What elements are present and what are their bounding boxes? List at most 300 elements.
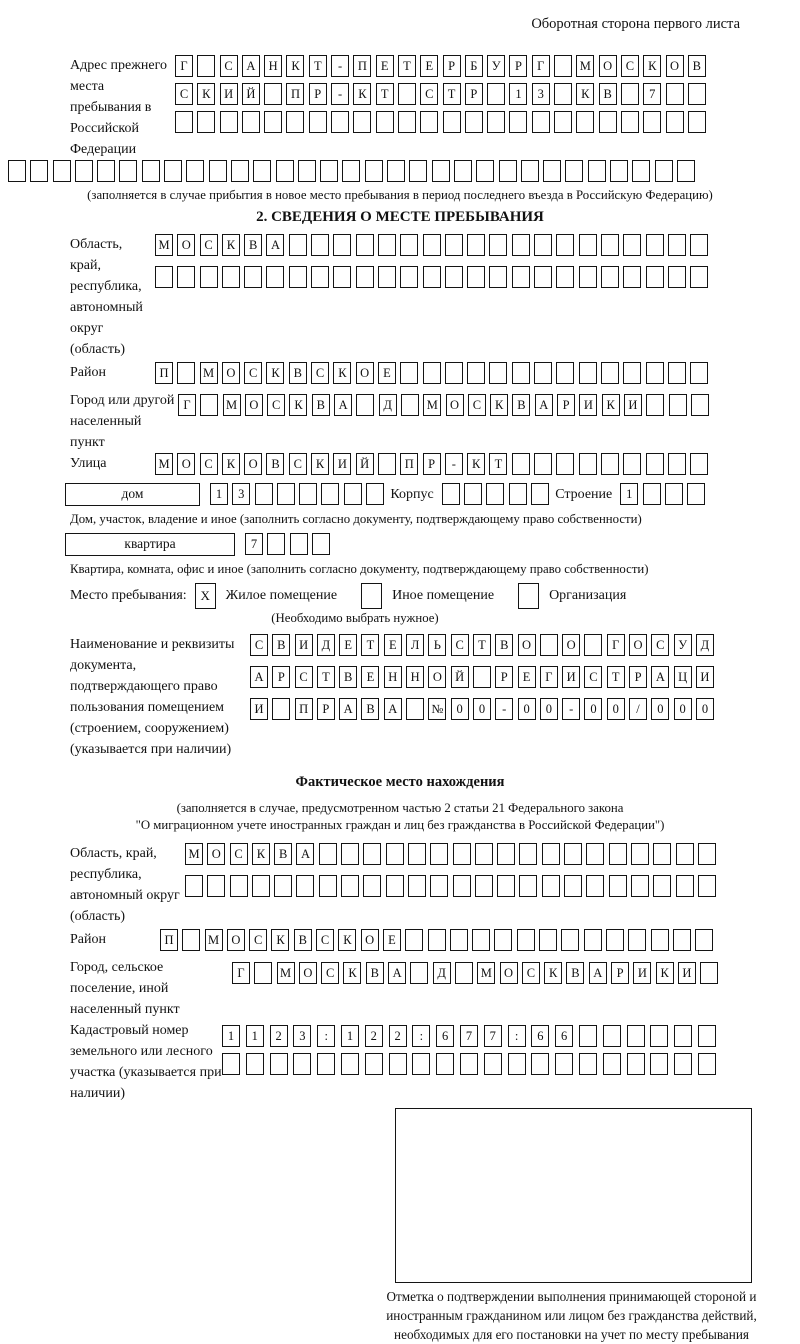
char-cell: 0 bbox=[696, 698, 714, 720]
section2-title: 2. СВЕДЕНИЯ О МЕСТЕ ПРЕБЫВАНИЯ bbox=[256, 209, 544, 225]
char-cell: 3 bbox=[232, 483, 250, 505]
char-cell bbox=[363, 843, 381, 865]
char-cell bbox=[565, 160, 583, 182]
char-cell: П bbox=[286, 83, 304, 105]
char-cell bbox=[387, 160, 405, 182]
char-cell bbox=[467, 362, 485, 384]
char-cell bbox=[420, 111, 438, 133]
char-cell: Т bbox=[443, 83, 461, 105]
char-cell: 0 bbox=[651, 698, 669, 720]
char-cell bbox=[486, 483, 504, 505]
char-cell bbox=[688, 83, 706, 105]
char-grid-row bbox=[222, 1025, 792, 1048]
char-cell bbox=[584, 929, 602, 951]
char-cell bbox=[668, 266, 686, 288]
char-cell: Д bbox=[379, 394, 397, 416]
actual-city-label: Город, сельское поселение, иной населенный пункт bbox=[70, 960, 180, 1017]
char-cell: М bbox=[223, 394, 241, 416]
char-cell bbox=[579, 362, 597, 384]
char-cell bbox=[197, 111, 215, 133]
char-cell bbox=[242, 111, 260, 133]
cadastre-label: Кадастровый номер земельного или лесного участка (указывается при наличии) bbox=[70, 1023, 222, 1101]
char-cell: Р bbox=[509, 55, 527, 77]
char-cell bbox=[408, 843, 426, 865]
actual-region-block bbox=[8, 843, 792, 927]
korpus-grid bbox=[442, 483, 553, 506]
char-cell bbox=[690, 453, 708, 475]
char-cell bbox=[353, 111, 371, 133]
char-cell: К bbox=[222, 234, 240, 256]
char-cell: С bbox=[230, 843, 248, 865]
char-cell bbox=[489, 266, 507, 288]
char-cell: К bbox=[353, 83, 371, 105]
char-cell bbox=[430, 843, 448, 865]
char-cell: 2 bbox=[365, 1025, 383, 1047]
char-cell: С bbox=[420, 83, 438, 105]
char-cell: С bbox=[295, 666, 313, 688]
char-cell bbox=[579, 453, 597, 475]
char-cell: М bbox=[205, 929, 223, 951]
char-cell: У bbox=[674, 634, 692, 656]
char-cell: О bbox=[629, 634, 647, 656]
char-cell bbox=[356, 394, 374, 416]
char-cell: 0 bbox=[674, 698, 692, 720]
char-cell: К bbox=[467, 453, 485, 475]
char-cell: Г bbox=[232, 962, 250, 984]
char-cell bbox=[454, 160, 472, 182]
char-cell bbox=[252, 875, 270, 897]
char-cell: С bbox=[175, 83, 193, 105]
char-cell bbox=[512, 234, 530, 256]
char-cell bbox=[293, 1053, 311, 1075]
char-cell: Ь bbox=[428, 634, 446, 656]
checkbox-other-premises bbox=[361, 583, 382, 609]
region-block bbox=[8, 234, 792, 360]
char-cell bbox=[356, 266, 374, 288]
char-cell bbox=[554, 111, 572, 133]
char-cell: Т bbox=[376, 83, 394, 105]
char-grid-row bbox=[175, 111, 792, 134]
char-grid-row bbox=[222, 1053, 792, 1076]
char-cell bbox=[267, 533, 285, 555]
char-cell bbox=[182, 929, 200, 951]
house-row bbox=[8, 483, 792, 511]
char-cell bbox=[253, 160, 271, 182]
char-cell bbox=[428, 929, 446, 951]
char-cell bbox=[365, 160, 383, 182]
char-grid-row bbox=[185, 843, 792, 866]
char-cell: : bbox=[508, 1025, 526, 1047]
char-cell bbox=[264, 111, 282, 133]
char-cell: Н bbox=[384, 666, 402, 688]
char-cell: Л bbox=[406, 634, 424, 656]
char-cell bbox=[666, 83, 684, 105]
char-cell bbox=[651, 929, 669, 951]
char-cell bbox=[277, 483, 295, 505]
char-cell bbox=[676, 875, 694, 897]
char-cell bbox=[650, 1025, 668, 1047]
char-cell: 1 bbox=[620, 483, 638, 505]
char-cell bbox=[467, 234, 485, 256]
char-cell: В bbox=[274, 843, 292, 865]
char-cell: И bbox=[624, 394, 642, 416]
char-cell: К bbox=[490, 394, 508, 416]
char-cell: 0 bbox=[518, 698, 536, 720]
char-cell bbox=[333, 234, 351, 256]
prev-address-block bbox=[8, 55, 792, 160]
char-cell bbox=[405, 929, 423, 951]
char-cell bbox=[321, 483, 339, 505]
char-cell: Р bbox=[465, 83, 483, 105]
char-cell bbox=[398, 111, 416, 133]
char-cell bbox=[30, 160, 48, 182]
char-cell bbox=[489, 234, 507, 256]
char-cell: В bbox=[244, 234, 262, 256]
char-cell bbox=[309, 111, 327, 133]
char-cell: А bbox=[535, 394, 553, 416]
char-cell bbox=[643, 111, 661, 133]
char-cell bbox=[299, 483, 317, 505]
char-cell: Й bbox=[451, 666, 469, 688]
char-cell: К bbox=[222, 453, 240, 475]
char-cell: 3 bbox=[532, 83, 550, 105]
apartment-row bbox=[8, 533, 792, 561]
stay-option-other-label: Иное помещение bbox=[392, 588, 495, 603]
page-title: Оборотная сторона первого листа bbox=[531, 16, 740, 32]
char-cell: О bbox=[299, 962, 317, 984]
char-cell: Г bbox=[175, 55, 193, 77]
char-cell: И bbox=[696, 666, 714, 688]
actual-location-note-1: (заполняется в случае, предусмотренном частью 2 статьи 21 Федерального закона bbox=[176, 801, 624, 815]
char-grid-row bbox=[155, 266, 792, 289]
char-cell bbox=[531, 1053, 549, 1075]
char-cell bbox=[410, 962, 428, 984]
actual-city-block bbox=[8, 957, 792, 1020]
street-block bbox=[8, 453, 792, 481]
apartment-box-label: квартира bbox=[65, 533, 235, 556]
city-block bbox=[8, 390, 792, 453]
char-grid-row bbox=[250, 698, 792, 721]
char-cell bbox=[464, 483, 482, 505]
char-cell: К bbox=[338, 929, 356, 951]
char-cell bbox=[487, 111, 505, 133]
char-cell: И bbox=[678, 962, 696, 984]
char-cell bbox=[691, 394, 709, 416]
char-cell bbox=[276, 160, 294, 182]
char-cell: К bbox=[266, 362, 284, 384]
char-cell: А bbox=[242, 55, 260, 77]
char-cell: С bbox=[321, 962, 339, 984]
char-cell: Н bbox=[264, 55, 282, 77]
char-cell: - bbox=[331, 83, 349, 105]
char-cell bbox=[317, 1053, 335, 1075]
prev-address-note: (заполняется в случае прибытия в новое место пребывания в период последнего въезда в Российскую Федерацию) bbox=[87, 188, 713, 202]
char-cell bbox=[289, 266, 307, 288]
char-cell: № bbox=[428, 698, 446, 720]
char-cell: С bbox=[250, 634, 268, 656]
char-cell bbox=[646, 234, 664, 256]
char-cell bbox=[556, 453, 574, 475]
char-cell: П bbox=[400, 453, 418, 475]
char-cell: О bbox=[227, 929, 245, 951]
char-cell: С bbox=[244, 362, 262, 384]
stroenie-label: Строение bbox=[555, 487, 613, 502]
char-cell: О bbox=[245, 394, 263, 416]
char-cell bbox=[499, 160, 517, 182]
char-cell bbox=[400, 362, 418, 384]
char-cell bbox=[222, 1053, 240, 1075]
char-cell bbox=[423, 234, 441, 256]
char-cell: К bbox=[602, 394, 620, 416]
char-cell: Г bbox=[532, 55, 550, 77]
street-label: Улица bbox=[70, 456, 107, 471]
char-cell bbox=[623, 453, 641, 475]
char-cell: К bbox=[643, 55, 661, 77]
char-grid-row bbox=[250, 666, 792, 689]
char-cell bbox=[599, 111, 617, 133]
stamp-caption: Отметка о подтверждении выполнения принимающей стороной и иностранным гражданином или лицом без гражданства действий, необходимых для его постановки на учет по месту пребывания bbox=[386, 1289, 757, 1343]
char-cell bbox=[564, 875, 582, 897]
char-cell: Н bbox=[406, 666, 424, 688]
char-cell bbox=[655, 160, 673, 182]
cadastre-block bbox=[8, 1020, 792, 1104]
char-cell bbox=[472, 929, 490, 951]
char-cell: С bbox=[220, 55, 238, 77]
actual-location-note-2: "О миграционном учете иностранных граждан и лиц без гражданства в Российской Федерации") bbox=[135, 818, 665, 832]
char-cell: М bbox=[185, 843, 203, 865]
char-grid-row bbox=[232, 962, 792, 985]
char-cell bbox=[53, 160, 71, 182]
char-cell bbox=[579, 266, 597, 288]
char-cell: О bbox=[177, 453, 195, 475]
char-cell: 6 bbox=[531, 1025, 549, 1047]
char-cell: К bbox=[289, 394, 307, 416]
char-cell: В bbox=[566, 962, 584, 984]
char-cell bbox=[365, 1053, 383, 1075]
char-cell: П bbox=[295, 698, 313, 720]
char-cell: В bbox=[599, 83, 617, 105]
char-cell bbox=[543, 160, 561, 182]
char-cell bbox=[609, 843, 627, 865]
char-cell bbox=[643, 483, 661, 505]
char-grid-row bbox=[155, 362, 792, 385]
char-cell bbox=[209, 160, 227, 182]
char-cell bbox=[443, 111, 461, 133]
char-grid-row bbox=[178, 394, 792, 417]
char-cell bbox=[274, 875, 292, 897]
char-cell bbox=[75, 160, 93, 182]
char-cell: - bbox=[445, 453, 463, 475]
char-cell: В bbox=[512, 394, 530, 416]
char-cell bbox=[542, 875, 560, 897]
char-cell: С bbox=[311, 362, 329, 384]
char-cell: Р bbox=[317, 698, 335, 720]
char-cell bbox=[534, 266, 552, 288]
char-cell: Е bbox=[339, 634, 357, 656]
char-cell bbox=[494, 929, 512, 951]
char-cell: Ц bbox=[674, 666, 692, 688]
char-cell: В bbox=[294, 929, 312, 951]
char-cell: И bbox=[250, 698, 268, 720]
char-cell: А bbox=[651, 666, 669, 688]
char-cell bbox=[320, 160, 338, 182]
stay-option-organization-label: Организация bbox=[549, 588, 627, 603]
char-cell: И bbox=[633, 962, 651, 984]
char-cell bbox=[366, 483, 384, 505]
char-cell: С bbox=[451, 634, 469, 656]
char-cell bbox=[509, 483, 527, 505]
char-cell bbox=[289, 234, 307, 256]
char-cell: М bbox=[155, 234, 173, 256]
char-cell: 1 bbox=[222, 1025, 240, 1047]
char-cell: Т bbox=[489, 453, 507, 475]
char-cell bbox=[423, 266, 441, 288]
char-cell: Й bbox=[356, 453, 374, 475]
char-cell: : bbox=[412, 1025, 430, 1047]
char-cell: Т bbox=[317, 666, 335, 688]
char-cell bbox=[586, 843, 604, 865]
char-cell bbox=[333, 266, 351, 288]
char-cell: О bbox=[599, 55, 617, 77]
char-cell bbox=[378, 453, 396, 475]
char-cell bbox=[400, 266, 418, 288]
char-cell bbox=[508, 1053, 526, 1075]
char-cell bbox=[386, 875, 404, 897]
char-cell bbox=[512, 453, 530, 475]
char-cell bbox=[473, 666, 491, 688]
char-cell: И bbox=[295, 634, 313, 656]
char-cell: Д bbox=[433, 962, 451, 984]
char-cell bbox=[331, 111, 349, 133]
char-cell bbox=[653, 843, 671, 865]
char-cell bbox=[603, 1025, 621, 1047]
char-cell bbox=[564, 843, 582, 865]
char-cell bbox=[632, 160, 650, 182]
char-cell bbox=[341, 843, 359, 865]
char-cell bbox=[197, 55, 215, 77]
char-cell: 2 bbox=[389, 1025, 407, 1047]
char-cell bbox=[164, 160, 182, 182]
char-cell: В bbox=[339, 666, 357, 688]
char-cell bbox=[409, 160, 427, 182]
char-cell bbox=[621, 83, 639, 105]
house-box-label: дом bbox=[65, 483, 200, 506]
char-cell: М bbox=[200, 362, 218, 384]
char-cell: С bbox=[267, 394, 285, 416]
char-cell: И bbox=[220, 83, 238, 105]
char-cell bbox=[230, 875, 248, 897]
char-cell bbox=[220, 111, 238, 133]
char-cell: В bbox=[366, 962, 384, 984]
char-cell bbox=[222, 266, 240, 288]
char-cell: - bbox=[495, 698, 513, 720]
char-cell bbox=[601, 234, 619, 256]
char-cell: А bbox=[250, 666, 268, 688]
char-cell: Е bbox=[518, 666, 536, 688]
char-cell: 6 bbox=[436, 1025, 454, 1047]
char-cell bbox=[266, 266, 284, 288]
char-cell bbox=[432, 160, 450, 182]
char-cell bbox=[445, 266, 463, 288]
char-cell bbox=[465, 111, 483, 133]
char-cell bbox=[298, 160, 316, 182]
char-cell bbox=[341, 1053, 359, 1075]
char-cell: 2 bbox=[270, 1025, 288, 1047]
char-cell bbox=[646, 394, 664, 416]
char-cell: Д bbox=[317, 634, 335, 656]
char-cell bbox=[484, 1053, 502, 1075]
char-cell bbox=[668, 362, 686, 384]
char-cell bbox=[539, 929, 557, 951]
actual-location-title: Фактическое место нахождения bbox=[295, 774, 505, 790]
char-cell bbox=[341, 875, 359, 897]
char-cell: 0 bbox=[473, 698, 491, 720]
char-cell bbox=[586, 875, 604, 897]
char-cell bbox=[244, 266, 262, 288]
char-cell bbox=[200, 394, 218, 416]
char-cell bbox=[690, 234, 708, 256]
char-cell: О bbox=[446, 394, 464, 416]
char-cell bbox=[177, 266, 195, 288]
char-cell bbox=[290, 533, 308, 555]
char-cell: О bbox=[500, 962, 518, 984]
char-cell: М bbox=[155, 453, 173, 475]
char-cell bbox=[398, 83, 416, 105]
char-cell: Т bbox=[398, 55, 416, 77]
char-cell bbox=[609, 875, 627, 897]
stamp-area bbox=[8, 1108, 792, 1344]
char-cell bbox=[378, 266, 396, 288]
char-cell: 0 bbox=[607, 698, 625, 720]
house-number-grid bbox=[210, 483, 388, 506]
char-cell: К bbox=[343, 962, 361, 984]
char-cell bbox=[576, 111, 594, 133]
char-cell: С bbox=[584, 666, 602, 688]
char-cell: 0 bbox=[584, 698, 602, 720]
stroenie-grid bbox=[620, 483, 709, 506]
char-cell bbox=[676, 843, 694, 865]
char-cell bbox=[698, 875, 716, 897]
char-cell bbox=[542, 843, 560, 865]
char-cell bbox=[363, 875, 381, 897]
char-cell: Р bbox=[495, 666, 513, 688]
char-cell bbox=[445, 362, 463, 384]
char-cell bbox=[606, 929, 624, 951]
char-cell bbox=[207, 875, 225, 897]
char-cell bbox=[177, 362, 195, 384]
char-cell: С bbox=[289, 453, 307, 475]
char-cell: Е bbox=[383, 929, 401, 951]
char-cell bbox=[601, 362, 619, 384]
char-cell: Т bbox=[309, 55, 327, 77]
char-cell: Р bbox=[309, 83, 327, 105]
char-cell: 6 bbox=[555, 1025, 573, 1047]
char-cell bbox=[601, 266, 619, 288]
char-cell: А bbox=[339, 698, 357, 720]
char-cell: Р bbox=[611, 962, 629, 984]
char-grid-row bbox=[155, 453, 792, 476]
char-cell: Д bbox=[696, 634, 714, 656]
char-cell: Е bbox=[420, 55, 438, 77]
char-cell bbox=[584, 634, 602, 656]
char-cell: В bbox=[272, 634, 290, 656]
char-cell: Й bbox=[242, 83, 260, 105]
char-cell: Т bbox=[607, 666, 625, 688]
char-cell bbox=[476, 160, 494, 182]
char-cell: О bbox=[356, 362, 374, 384]
char-cell: В bbox=[361, 698, 379, 720]
char-cell: М bbox=[423, 394, 441, 416]
